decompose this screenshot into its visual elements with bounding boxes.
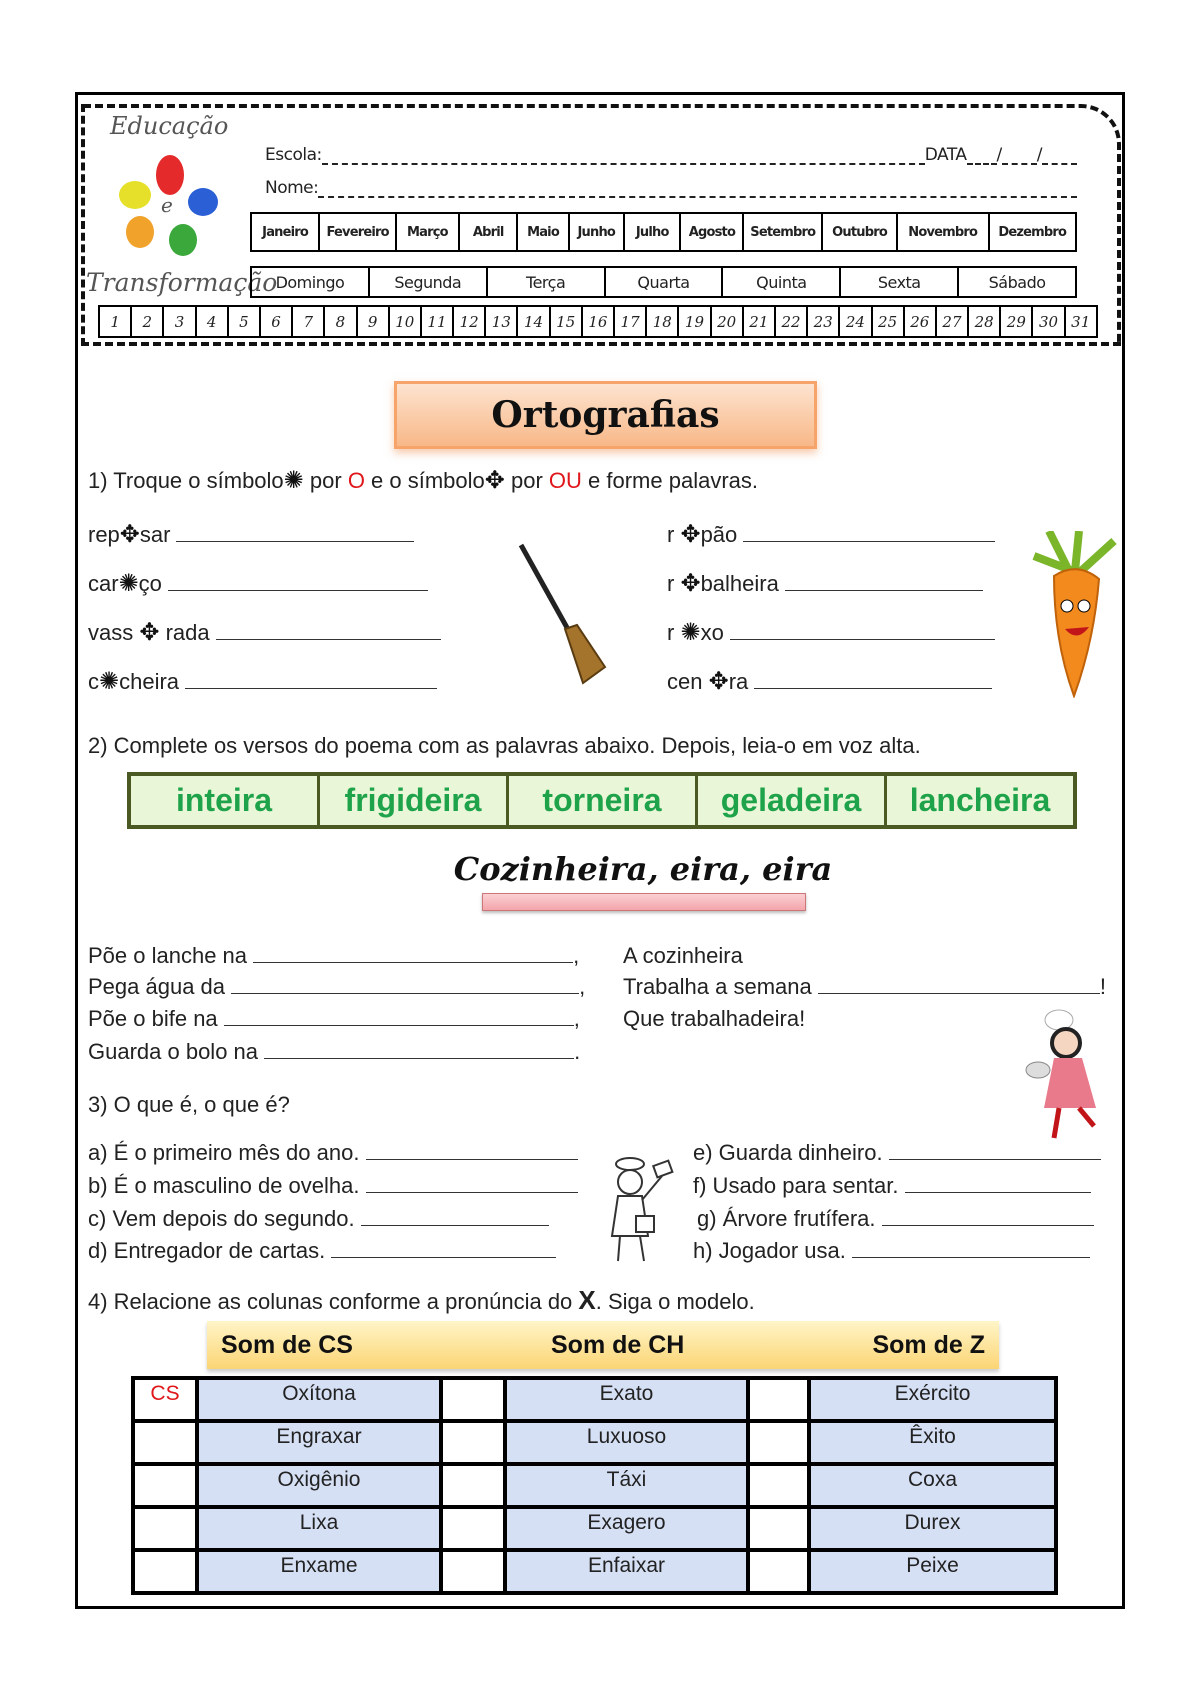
answer-cell-cs[interactable]: CS: [133, 1378, 197, 1421]
name-blank[interactable]: [318, 178, 1077, 198]
day-number-cell[interactable]: 21: [744, 307, 776, 336]
answer-cell-z[interactable]: [748, 1507, 809, 1550]
word-bank-item: lancheira: [887, 776, 1073, 825]
word-cell: Luxuoso: [505, 1421, 748, 1464]
word-cell: Exagero: [505, 1507, 748, 1550]
day-number-cell[interactable]: 23: [808, 307, 840, 336]
word-cell: Oxigênio: [197, 1464, 441, 1507]
word-cell: Coxa: [809, 1464, 1056, 1507]
word-cell: Táxi: [505, 1464, 748, 1507]
riddle: [88, 1206, 549, 1232]
word-prefix: vass: [88, 620, 140, 645]
sound-headers: [207, 1321, 999, 1369]
day-number-cell[interactable]: 29: [1001, 307, 1033, 336]
poem-line: [88, 1039, 580, 1065]
word-bank-item: geladeira: [698, 776, 884, 825]
riddle: [697, 1206, 1094, 1232]
answer-cell-z[interactable]: [748, 1550, 809, 1593]
poem-line-end: ,: [573, 943, 580, 968]
word-suffix: pão: [700, 522, 738, 547]
carrot-icon: [1029, 531, 1121, 698]
word-cell: Enfaixar: [505, 1550, 748, 1593]
weekday-cell[interactable]: Quinta: [723, 268, 841, 296]
q3-title: 3) O que é, o que é?: [88, 1092, 290, 1117]
spelling-item: [88, 667, 437, 696]
spelling-item: [667, 618, 995, 647]
word-prefix: r: [667, 571, 681, 596]
word-cell: Exército: [809, 1378, 1056, 1421]
day-number-cell[interactable]: 17: [615, 307, 647, 336]
day-number-cell[interactable]: 12: [454, 307, 486, 336]
month-cell[interactable]: Setembro: [744, 214, 823, 250]
day-number-cell[interactable]: 25: [873, 307, 905, 336]
day-number-cell[interactable]: 3: [164, 307, 196, 336]
month-cell[interactable]: Novembro: [898, 214, 990, 250]
month-cell[interactable]: Fevereiro: [320, 214, 397, 250]
svg-text:e: e: [161, 193, 173, 217]
cross-arrows-symbol-icon: ✥: [680, 521, 701, 548]
day-number-cell[interactable]: 10: [390, 307, 422, 336]
poem-line-end: ,: [579, 974, 586, 999]
day-number-cell[interactable]: 18: [647, 307, 679, 336]
answer-blank[interactable]: [185, 670, 437, 689]
riddle: [693, 1173, 1091, 1199]
spelling-item: [88, 618, 441, 647]
day-number-cell[interactable]: 8: [325, 307, 357, 336]
cross-arrows-symbol-icon: ✥: [139, 619, 160, 646]
word-cell: Lixa: [197, 1507, 441, 1550]
riddle-answer-blank[interactable]: [852, 1239, 1090, 1258]
poem-title: Cozinheira, eira, eira: [453, 850, 833, 888]
answer-cell-cs[interactable]: [133, 1507, 197, 1550]
q4-instruction: 4) Relacione as colunas conforme a pronúncia do X. Siga o modelo.: [88, 1285, 755, 1315]
riddle: [693, 1238, 1090, 1264]
answer-blank[interactable]: [730, 621, 995, 640]
weekday-cell[interactable]: Terça: [488, 268, 606, 296]
day-number-cell[interactable]: 30: [1033, 307, 1065, 336]
poem-line-text: Põe o lanche na: [88, 943, 254, 968]
weekday-cell[interactable]: Segunda: [370, 268, 488, 296]
day-number-cell[interactable]: 24: [840, 307, 872, 336]
word-prefix: rep: [88, 522, 120, 547]
poem-line-end: .: [574, 1039, 581, 1064]
spelling-item: [667, 520, 995, 549]
month-cell[interactable]: Junho: [570, 214, 625, 250]
spelling-item: [667, 667, 992, 696]
day-number-cell[interactable]: 19: [679, 307, 711, 336]
q1-instruction: 1) Troque o símbolo✺ por O e o símbolo✥ por OU e forme palavras.: [88, 467, 758, 494]
weekday-cell[interactable]: Quarta: [606, 268, 724, 296]
day-number-cell[interactable]: 4: [197, 307, 229, 336]
day-number-cell[interactable]: 15: [551, 307, 583, 336]
answer-cell-ch[interactable]: [441, 1550, 505, 1593]
month-cell[interactable]: Julho: [625, 214, 681, 250]
poem-line: [88, 943, 579, 969]
postman-icon: [600, 1156, 686, 1266]
word-bank-item: frigideira: [320, 776, 506, 825]
poem-line-text: Trabalha a semana: [623, 974, 818, 999]
word-suffix: cheira: [119, 669, 180, 694]
poem-line-end: !: [1099, 974, 1106, 999]
answer-cell-ch[interactable]: [441, 1464, 505, 1507]
header-z: Som de Z: [872, 1331, 985, 1359]
day-number-cell[interactable]: 27: [937, 307, 969, 336]
broom-icon: [515, 541, 610, 686]
answer-cell-ch[interactable]: [441, 1378, 505, 1421]
header-ch: Som de CH: [551, 1331, 685, 1359]
poem-title-underline: [482, 893, 806, 911]
header-cs: Som de CS: [221, 1331, 353, 1359]
riddle-text: b) É o masculino de ovelha.: [88, 1173, 366, 1198]
page-title: Ortografias: [394, 381, 817, 449]
table-row: [133, 1421, 1056, 1464]
sun-symbol-icon: ✺: [283, 467, 304, 494]
school-label: Escola:: [265, 145, 322, 165]
table-row: [133, 1507, 1056, 1550]
month-cell[interactable]: Maio: [518, 214, 569, 250]
riddle-text: f) Usado para sentar.: [693, 1173, 905, 1198]
day-number-cell[interactable]: 6: [261, 307, 293, 336]
poem-line: [623, 974, 1106, 1000]
day-number-cell[interactable]: 9: [358, 307, 390, 336]
poem-answer-blank[interactable]: [253, 944, 573, 963]
table-row: [133, 1378, 1056, 1421]
day-number-cell[interactable]: 22: [776, 307, 808, 336]
spelling-item: [88, 569, 428, 598]
riddle: [693, 1140, 1101, 1166]
riddle-answer-blank[interactable]: [331, 1239, 556, 1258]
riddle-text: c) Vem depois do segundo.: [88, 1206, 361, 1231]
month-cell[interactable]: Dezembro: [998, 224, 1067, 240]
word-prefix: r: [667, 620, 681, 645]
cross-arrows-symbol-icon: ✥: [484, 467, 505, 494]
chef-girl-icon: [1024, 1008, 1116, 1143]
word-cell: Engraxar: [197, 1421, 441, 1464]
poem-line: [623, 943, 743, 969]
poem-line-text: Põe o bife na: [88, 1006, 224, 1031]
word-cell: Durex: [809, 1507, 1056, 1550]
riddle-answer-blank[interactable]: [905, 1174, 1091, 1193]
day-numbers-row: [98, 305, 1098, 338]
word-cell: Enxame: [197, 1550, 441, 1593]
word-suffix: ra: [728, 669, 749, 694]
day-number-cell[interactable]: 16: [583, 307, 615, 336]
day-number-cell[interactable]: 31: [1071, 312, 1091, 331]
riddle: [88, 1238, 556, 1264]
word-cell: Exato: [505, 1378, 748, 1421]
word-prefix: c: [88, 669, 99, 694]
riddle-text: h) Jogador usa.: [693, 1238, 852, 1263]
poem-line: [623, 1006, 805, 1032]
answer-cell-ch[interactable]: [441, 1421, 505, 1464]
word-suffix: balheira: [700, 571, 779, 596]
poem-line-text: Guarda o bolo na: [88, 1039, 265, 1064]
word-suffix: xo: [700, 620, 724, 645]
day-number-cell[interactable]: 26: [905, 307, 937, 336]
month-cell[interactable]: Janeiro: [252, 214, 320, 250]
word-cell: Êxito: [809, 1421, 1056, 1464]
word-suffix: sar: [139, 522, 171, 547]
answer-cell-z[interactable]: [748, 1464, 809, 1507]
riddle-text: e) Guarda dinheiro.: [693, 1140, 889, 1165]
day-number-cell[interactable]: 20: [712, 307, 744, 336]
day-number-cell[interactable]: 11: [422, 307, 454, 336]
name-label: Nome:: [265, 178, 319, 198]
cross-arrows-symbol-icon: ✥: [119, 521, 140, 548]
q2-instruction: 2) Complete os versos do poema com as palavras abaixo. Depois, leia-o em voz alta.: [88, 733, 921, 758]
poem-line-text: A cozinheira: [623, 943, 743, 968]
sun-symbol-icon: ✺: [680, 619, 701, 646]
poem-line: [88, 974, 585, 1000]
riddle-text: d) Entregador de cartas.: [88, 1238, 332, 1263]
answer-cell-z[interactable]: [748, 1421, 809, 1464]
table-row: [133, 1464, 1056, 1507]
date-day-blank[interactable]: [967, 145, 997, 165]
riddle-answer-blank[interactable]: [361, 1207, 549, 1226]
sun-symbol-icon: ✺: [99, 668, 120, 695]
spelling-item: [88, 520, 414, 549]
poem-line-end: ,: [573, 1006, 580, 1031]
weekdays-row: [250, 266, 1077, 298]
riddle-answer-blank[interactable]: [882, 1207, 1094, 1226]
relation-table: [131, 1376, 1058, 1595]
day-number-cell[interactable]: 14: [518, 307, 550, 336]
word-suffix: rada: [159, 620, 210, 645]
day-number-cell[interactable]: 28: [969, 307, 1001, 336]
riddle-answer-blank[interactable]: [366, 1141, 578, 1160]
word-prefix: r: [667, 522, 681, 547]
answer-blank[interactable]: [785, 572, 983, 591]
day-number-cell[interactable]: 7: [293, 307, 325, 336]
poem-answer-blank[interactable]: [264, 1040, 574, 1059]
answer-cell-z[interactable]: [748, 1378, 809, 1421]
answer-blank[interactable]: [743, 523, 995, 542]
day-number-cell[interactable]: 1: [100, 307, 132, 336]
months-row: [250, 212, 1077, 252]
logo-text-top: Educação: [110, 112, 229, 140]
answer-cell-cs[interactable]: [133, 1550, 197, 1593]
sun-symbol-icon: ✺: [118, 570, 139, 597]
school-field[interactable]: Escola: DATA / /: [265, 145, 1077, 165]
answer-cell-cs[interactable]: [133, 1464, 197, 1507]
month-cell[interactable]: Março: [397, 214, 460, 250]
logo-text-bottom: Transformação: [86, 268, 278, 297]
day-number-cell[interactable]: 2: [132, 307, 164, 336]
answer-blank[interactable]: [168, 572, 428, 591]
poem-answer-blank[interactable]: [818, 975, 1100, 994]
riddle-answer-blank[interactable]: [366, 1174, 578, 1193]
poem-line-text: Pega água da: [88, 974, 232, 999]
word-cell: Oxítona: [197, 1378, 441, 1421]
riddle-text: g) Árvore frutífera.: [697, 1206, 882, 1231]
riddle-answer-blank[interactable]: [889, 1141, 1101, 1160]
table-row: [133, 1550, 1056, 1593]
weekday-cell[interactable]: Sábado: [988, 272, 1046, 292]
day-number-cell[interactable]: 5: [229, 307, 261, 336]
poem-answer-blank[interactable]: [224, 1007, 574, 1026]
answer-blank[interactable]: [216, 621, 441, 640]
month-cell[interactable]: Abril: [460, 214, 519, 250]
word-prefix: car: [88, 571, 119, 596]
day-number-cell[interactable]: 13: [486, 307, 518, 336]
spelling-item: [667, 569, 983, 598]
cross-arrows-symbol-icon: ✥: [708, 668, 729, 695]
month-cell[interactable]: Agosto: [681, 214, 744, 250]
poem-answer-blank[interactable]: [231, 975, 579, 994]
date-year-blank[interactable]: [1042, 145, 1077, 165]
month-cell[interactable]: Outubro: [823, 214, 898, 250]
answer-cell-ch[interactable]: [441, 1507, 505, 1550]
word-cell: Peixe: [809, 1550, 1056, 1593]
cross-arrows-symbol-icon: ✥: [680, 570, 701, 597]
word-prefix: cen: [667, 669, 709, 694]
hands-logo-icon: [95, 140, 240, 275]
riddle-text: a) É o primeiro mês do ano.: [88, 1140, 366, 1165]
weekday-cell[interactable]: Domingo: [252, 268, 370, 296]
date-label: DATA: [924, 145, 967, 165]
riddle: [88, 1140, 578, 1166]
word-bank: [127, 772, 1077, 829]
school-blank[interactable]: [322, 145, 925, 165]
answer-cell-cs[interactable]: [133, 1421, 197, 1464]
date-month-blank[interactable]: [1002, 145, 1037, 165]
riddle: [88, 1173, 578, 1199]
answer-blank[interactable]: [176, 523, 414, 542]
word-bank-item: torneira: [509, 776, 695, 825]
poem-line-text: Que trabalhadeira!: [623, 1006, 806, 1031]
name-field[interactable]: [265, 178, 1077, 198]
weekday-cell[interactable]: Sexta: [841, 268, 959, 296]
word-suffix: ço: [138, 571, 162, 596]
answer-blank[interactable]: [754, 670, 992, 689]
word-bank-item: inteira: [131, 776, 317, 825]
poem-line: [88, 1006, 580, 1032]
